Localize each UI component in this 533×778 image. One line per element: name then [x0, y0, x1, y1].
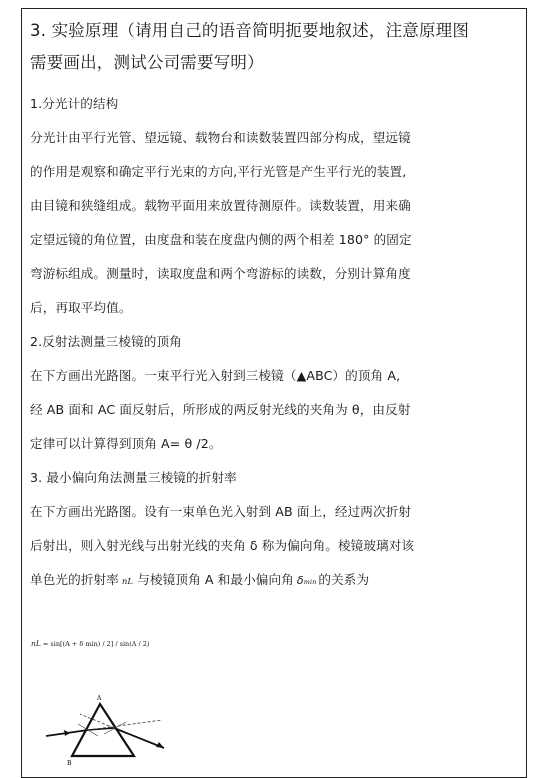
part3-heading: 3. 最小偏向角法测量三棱镜的折射率: [30, 470, 237, 485]
part2-line-2: 经 AB 面和 AC 面反射后，所形成的两反射光线的夹角为 θ，由反射: [30, 402, 411, 417]
section-title-line2: 需要画出，测试公司需要写明）: [30, 53, 264, 72]
formula-lhs: nL: [31, 639, 41, 648]
refracted-ray: [88, 728, 114, 730]
part3-line-3-text-b: 与棱镜顶角 A 和最小偏向角: [133, 572, 294, 587]
min-deviation-subscript: min: [303, 578, 317, 586]
part3-line-2: 后射出，则入射光线与出射光线的夹角 δ 称为偏向角。棱镜玻璃对该: [30, 538, 415, 553]
prism-light-path-diagram: [40, 690, 210, 767]
part1-line-4: 定望远镜的角位置，由度盘和装在度盘内侧的两个相差 180° 的固定: [30, 232, 412, 247]
apex-label: A: [97, 695, 102, 702]
refractive-index-symbol: nL: [121, 577, 134, 587]
section-title-line1: 3. 实验原理（请用自己的语音简明扼要地叙述，注意原理图: [30, 21, 470, 40]
min-deviation-symbol: δ: [296, 574, 304, 587]
part3-line-1: 在下方画出光路图。设有一束单色光入射到 AB 面上，经过两次折射: [30, 504, 412, 519]
formula-rhs: = sin[(A + δ min) / 2] / sin(A / 2): [42, 640, 150, 648]
part1-line-1: 分光计由平行光管、望远镜、载物台和读数装置四部分构成，望远镜: [30, 130, 411, 145]
refractive-index-formula: [31, 639, 149, 648]
part2-line-3: 定律可以计算得到顶角 A= θ /2。: [30, 436, 222, 451]
vertex-b-label: B: [67, 760, 72, 767]
part1-heading: 1.分光计的结构: [30, 96, 119, 111]
prism-triangle: [72, 704, 134, 756]
experiment-principle-box: [21, 8, 527, 778]
incident-arrow-icon: [64, 730, 70, 736]
part2-heading: 2.反射法测量三棱镜的顶角: [30, 334, 182, 349]
part3-line-3-text-a: 单色光的折射率: [30, 572, 119, 587]
part1-line-6: 后，再取平均值。: [30, 300, 132, 315]
part2-line-1: 在下方画出光路图。一束平行光入射到三棱镜（▲ABC）的顶角 A,: [30, 368, 401, 383]
part1-line-5: 弯游标组成。测量时，读取度盘和两个弯游标的读数，分别计算角度: [30, 266, 411, 281]
part3-line-3-text-c: 的关系为: [318, 572, 370, 587]
part1-line-3: 由目镜和狭缝组成。载物平面用来放置待测原件。读数装置，用来确: [30, 198, 411, 213]
part3-line-3: [30, 569, 369, 588]
part1-line-2: 的作用是观察和确定平行光束的方向,平行光管是产生平行光的装置,: [30, 164, 407, 179]
